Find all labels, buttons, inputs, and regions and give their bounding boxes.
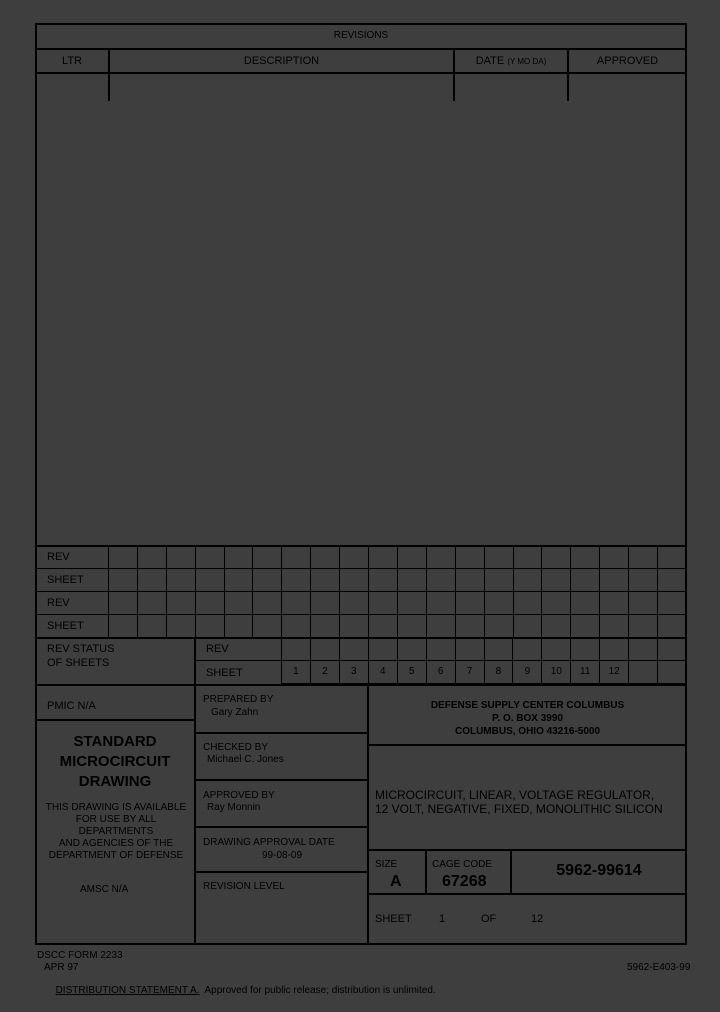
rev-grid-cell xyxy=(225,569,254,592)
rev-grid-cell xyxy=(340,546,369,569)
rev-grid-cell xyxy=(456,569,485,592)
distribution-label: DISTRIBUTION STATEMENT A. xyxy=(55,985,200,996)
rev-status-cell xyxy=(398,638,427,661)
standard-title-line-2: MICROCIRCUIT xyxy=(59,753,171,770)
rev-grid-cell xyxy=(109,592,138,615)
availability-notice xyxy=(36,802,196,862)
sheet-label: SHEET xyxy=(375,913,412,925)
rev-grid-cell xyxy=(311,615,340,638)
rev-status-cell xyxy=(340,638,369,661)
rev-grid-cell xyxy=(542,546,571,569)
agency-city: COLUMBUS, OHIO 43216-5000 xyxy=(454,726,601,737)
rev-grid-cell xyxy=(427,592,456,615)
rev-status-cell xyxy=(311,638,340,661)
sheet-number-cell: 7 xyxy=(456,661,485,684)
rev-grid-cell xyxy=(427,546,456,569)
rev-grid-cell xyxy=(398,546,427,569)
rev-grid-cell xyxy=(167,592,196,615)
rev-status-cell xyxy=(600,638,629,661)
revisions-title: REVISIONS xyxy=(333,30,389,41)
drawing-title xyxy=(375,788,685,816)
distribution-text: Approved for public release; distribution is unlimited. xyxy=(199,985,436,996)
drawing-title-line-2: 12 VOLT, NEGATIVE, FIXED, MONOLITHIC SILICON xyxy=(375,802,663,816)
rev-grid-cell xyxy=(427,615,456,638)
rev-grid-cell xyxy=(282,615,311,638)
rev-grid-cell xyxy=(109,546,138,569)
rev-grid-cell xyxy=(225,546,254,569)
rev-grid-cell xyxy=(485,592,514,615)
rev-grid-cell xyxy=(311,592,340,615)
rev-grid-cell xyxy=(658,546,687,569)
rev-grid-cell xyxy=(629,592,658,615)
rev-grid-cell xyxy=(398,615,427,638)
standard-title xyxy=(36,732,194,792)
rev-grid-cell xyxy=(282,569,311,592)
rev-grid-cell xyxy=(109,569,138,592)
rev-grid-cell xyxy=(369,546,398,569)
sheet-number-cell: 9 xyxy=(513,661,542,684)
rev-grid-cell xyxy=(253,546,282,569)
rev-grid-cell xyxy=(542,569,571,592)
rev-grid-cell xyxy=(485,615,514,638)
sheet-row-label-2: SHEET xyxy=(47,620,84,632)
rev-grid-cell xyxy=(369,592,398,615)
availability-line-1: THIS DRAWING IS AVAILABLE xyxy=(45,802,187,813)
rev-grid-cell xyxy=(138,569,167,592)
rev-grid-cell xyxy=(138,615,167,638)
rev-grid-cell xyxy=(398,569,427,592)
rev-grid-cell xyxy=(398,592,427,615)
rev-grid-cell xyxy=(311,569,340,592)
rev-grid-cell xyxy=(196,569,225,592)
rev-grid-cell xyxy=(167,569,196,592)
date-format: (Y MO DA) xyxy=(507,57,547,66)
rev-grid-cell xyxy=(542,615,571,638)
rev-status-cell xyxy=(485,638,514,661)
form-date: APR 97 xyxy=(44,962,79,973)
rev-grid-cell xyxy=(138,546,167,569)
rev-grid-cell xyxy=(600,569,629,592)
rev-grid-cell xyxy=(658,592,687,615)
rev-grid-cell xyxy=(253,592,282,615)
rev-sheet-grid xyxy=(108,546,687,638)
rev-status-cell xyxy=(629,638,658,661)
rev-status-grid xyxy=(281,638,687,684)
pmic: PMIC N/A xyxy=(47,700,96,712)
sheet-number-cell: 12 xyxy=(600,661,629,684)
approval-date-label: DRAWING APPROVAL DATE xyxy=(203,837,335,848)
rev-status-rev-label: REV xyxy=(206,643,229,655)
rev-status-label-2: OF SHEETS xyxy=(47,657,110,669)
rev-grid-cell xyxy=(253,615,282,638)
availability-line-5: DEPARTMENT OF DEFENSE xyxy=(48,850,184,861)
prepared-by-label: PREPARED BY xyxy=(203,694,274,705)
rev-grid-cell xyxy=(340,592,369,615)
rev-grid-cell xyxy=(138,592,167,615)
size-value: A xyxy=(390,873,402,890)
drawing-title-line-1: MICROCIRCUIT, LINEAR, VOLTAGE REGULATOR, xyxy=(375,788,655,802)
doc-code: 5962-E403-99 xyxy=(627,962,691,973)
sheet-status-cell xyxy=(658,661,687,684)
agency-name: DEFENSE SUPPLY CENTER COLUMBUS xyxy=(430,700,625,711)
rev-grid-cell xyxy=(225,615,254,638)
rev-grid-cell xyxy=(485,546,514,569)
rev-grid-cell xyxy=(196,592,225,615)
rev-grid-cell xyxy=(600,546,629,569)
rev-grid-cell xyxy=(514,569,543,592)
rev-status-cell xyxy=(456,638,485,661)
rev-grid-cell xyxy=(167,615,196,638)
rev-status-cell xyxy=(369,638,398,661)
sheet-row-label-1: SHEET xyxy=(47,574,84,586)
sheet-of-label: OF xyxy=(481,913,497,925)
agency-block xyxy=(369,699,686,738)
approval-date-value: 99-08-09 xyxy=(262,850,303,861)
approved-by-value: Ray Monnin xyxy=(207,802,261,813)
checked-by-label: CHECKED BY xyxy=(203,742,269,753)
rev-grid-cell xyxy=(253,569,282,592)
rev-grid-cell xyxy=(427,569,456,592)
rev-grid-cell xyxy=(196,615,225,638)
rev-grid-cell xyxy=(311,546,340,569)
rev-grid-cell xyxy=(514,615,543,638)
availability-line-4: AND AGENCIES OF THE xyxy=(58,838,174,849)
approved-by-label: APPROVED BY xyxy=(203,790,275,801)
prepared-by-value: Gary Zahn xyxy=(211,707,259,718)
rev-grid-cell xyxy=(282,546,311,569)
revision-level-label: REVISION LEVEL xyxy=(203,881,285,892)
rev-grid-cell xyxy=(109,615,138,638)
rev-grid-cell xyxy=(369,615,398,638)
amsc: AMSC N/A xyxy=(80,884,129,895)
rev-grid-cell xyxy=(340,569,369,592)
rev-grid-cell xyxy=(282,592,311,615)
rev-grid-cell xyxy=(485,569,514,592)
distribution-statement xyxy=(50,973,436,997)
size-label: SIZE xyxy=(375,859,398,870)
approved-header: APPROVED xyxy=(596,55,659,67)
rev-grid-cell xyxy=(600,615,629,638)
cage-label: CAGE CODE xyxy=(432,859,493,870)
rev-grid-cell xyxy=(369,569,398,592)
sheet-number: 1 xyxy=(439,913,446,925)
availability-line-2: FOR USE BY ALL xyxy=(75,814,157,825)
rev-grid-cell xyxy=(456,546,485,569)
rev-grid-cell xyxy=(456,592,485,615)
rev-status-sheet-label: SHEET xyxy=(206,667,243,679)
ltr-header: LTR xyxy=(62,55,82,67)
drawing-number: 5962-99614 xyxy=(556,862,642,879)
sheet-number-cell: 5 xyxy=(398,661,427,684)
rev-grid-cell xyxy=(658,569,687,592)
description-header: DESCRIPTION xyxy=(243,55,320,67)
rev-grid-cell xyxy=(514,546,543,569)
rev-grid-cell xyxy=(629,546,658,569)
sheet-number-cell: 10 xyxy=(542,661,571,684)
sheet-number-cell: 11 xyxy=(571,661,600,684)
rev-grid-cell xyxy=(456,615,485,638)
rev-grid-cell xyxy=(571,615,600,638)
rev-status-cell xyxy=(658,638,687,661)
rev-grid-cell xyxy=(571,569,600,592)
sheet-number-cell: 2 xyxy=(311,661,340,684)
checked-by-value: Michael C. Jones xyxy=(207,754,284,765)
rev-row-label-1: REV xyxy=(47,551,70,563)
rev-status-label-1: REV STATUS xyxy=(47,643,115,655)
rev-status-cell xyxy=(571,638,600,661)
rev-grid-cell xyxy=(167,546,196,569)
rev-grid-cell xyxy=(571,592,600,615)
rev-status-cell xyxy=(542,638,571,661)
rev-grid-cell xyxy=(571,546,600,569)
rev-grid-cell xyxy=(225,592,254,615)
rev-grid-cell xyxy=(340,615,369,638)
sheet-number-cell: 3 xyxy=(340,661,369,684)
rev-grid-cell xyxy=(629,569,658,592)
rev-grid-cell xyxy=(514,592,543,615)
cage-value: 67268 xyxy=(442,873,487,890)
rev-grid-cell xyxy=(600,592,629,615)
rev-grid-cell xyxy=(542,592,571,615)
date-header-label: DATE xyxy=(475,55,505,67)
sheet-number-cell: 1 xyxy=(282,661,311,684)
sheet-number-cell: 8 xyxy=(485,661,514,684)
rev-status-cell xyxy=(282,638,311,661)
rev-grid-cell xyxy=(658,615,687,638)
rev-status-cell xyxy=(513,638,542,661)
date-header xyxy=(455,55,567,68)
standard-title-line-1: STANDARD xyxy=(73,733,157,750)
rev-status-cell xyxy=(427,638,456,661)
sheet-number-cell: 6 xyxy=(427,661,456,684)
standard-title-line-3: DRAWING xyxy=(78,773,152,790)
sheet-number-cell: 4 xyxy=(369,661,398,684)
sheet-total: 12 xyxy=(531,913,544,925)
rev-row-label-2: REV xyxy=(47,597,70,609)
rev-grid-cell xyxy=(196,546,225,569)
availability-line-3: DEPARTMENTS xyxy=(78,826,154,837)
form-number: DSCC FORM 2233 xyxy=(37,950,123,961)
rev-grid-cell xyxy=(629,615,658,638)
sheet-status-cell xyxy=(629,661,658,684)
agency-po-box: P. O. BOX 3990 xyxy=(492,713,563,724)
